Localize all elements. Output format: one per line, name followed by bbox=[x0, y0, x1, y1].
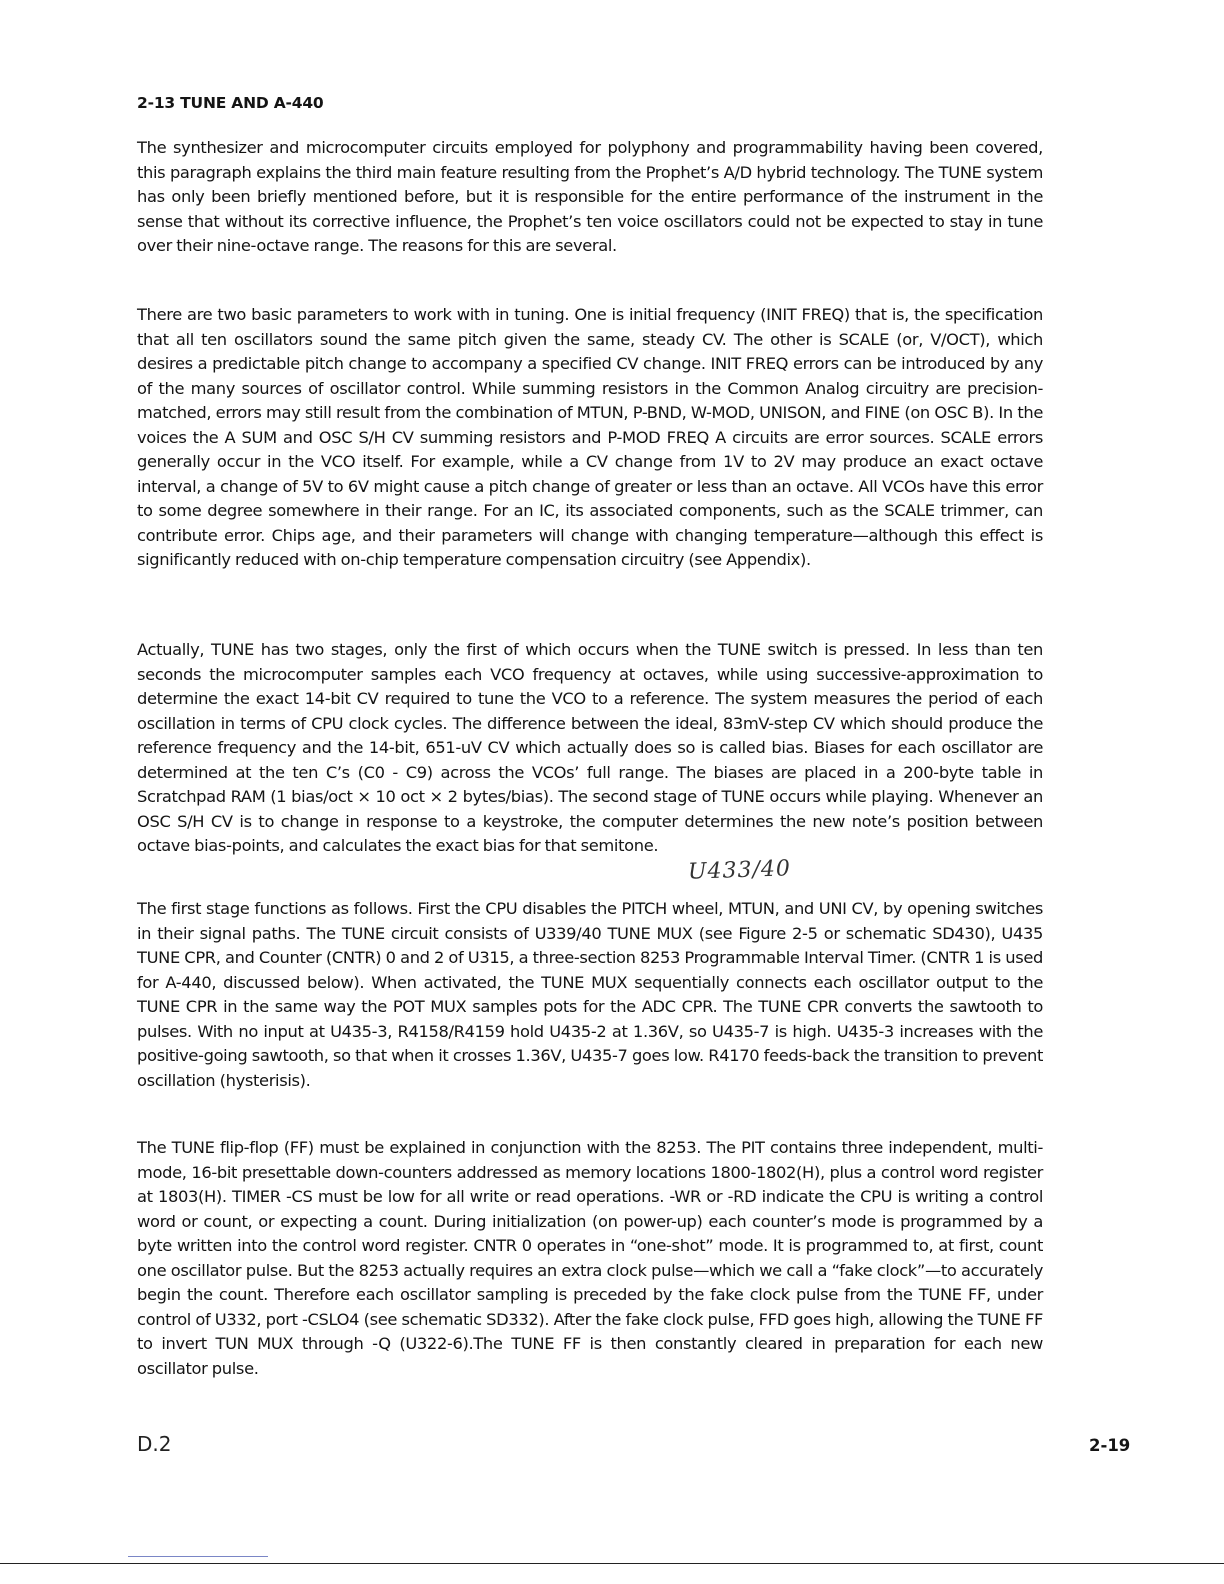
section-heading: 2-13 TUNE AND A-440 bbox=[137, 94, 324, 112]
scan-artifact-line bbox=[128, 1556, 268, 1557]
paragraph-5: The TUNE flip-flop (FF) must be explained in conjunction with the 8253. The PIT contains three independent, multi-mode, 16-bit presettable down-counters addressed as memory locations 1800-1802(H), plus a control word register at 1803(H). TIMER -CS must be low for all write or read operations. -WR or -RD indicate the CPU is writing a control word or count, or expecting a count. During initialization (on power-up) each counter’s mode is programmed by a byte written into the control word register. CNTR 0 operates in “one-shot” mode. It is programmed to, at first, count one oscillator pulse. But the 8253 actually requires an extra clock pulse—which we call a “fake clock”—to accurately begin the count. Therefore each oscillator sampling is preceded by the fake clock pulse from the TUNE FF, under control of U332, port -CSLO4 (see schematic SD332). After the fake clock pulse, FFD goes high, allowing the TUNE FF to invert TUN MUX through -Q (U322-6).The TUNE FF is then constantly cleared in preparation for each new oscillator pulse. bbox=[137, 1138, 1043, 1378]
paragraph-2: There are two basic parameters to work with in tuning. One is initial frequency (INIT FREQ) that is, the specification that all ten oscillators sound the same pitch given the same, steady CV. The other is SCALE (or, V/OCT), which desires a predictable pitch change to accompany a specified CV change. INIT FREQ errors can be introduced by any of the many sources of oscillator control. While summing resistors in the Common Analog circuitry are precision-matched, errors may still result from the combination of MTUN, P-BND, W-MOD, UNISON, and FINE (on OSC B). In the voices the A SUM and OSC S/H CV summing resistors and P-MOD FREQ A circuits are error sources. SCALE errors generally occur in the VCO itself. For example, while a CV change from 1V to 2V may produce an exact octave interval, a change of 5V to 6V might cause a pitch change of greater or less than an octave. All VCOs have this error to some degree somewhere in their range. For an IC, its associated components, such as the SCALE trimmer, can contribute error. Chips age, and their parameters will change with changing temperature—although this effect is significantly reduced with on-chip temperature compensation circuitry (see Appendix). bbox=[137, 305, 1043, 569]
handwritten-note: U433/40 bbox=[687, 856, 792, 885]
paragraph-3: Actually, TUNE has two stages, only the first of which occurs when the TUNE switch is pressed. In less than ten seconds the microcomputer samples each VCO frequency at octaves, while using successive-approximation to determine the exact 14-bit CV required to tune the VCO to a reference. The system measures the period of each oscillation in terms of CPU clock cycles. The difference between the ideal, 83mV-step CV which should produce the reference frequency and the 14-bit, 651-uV CV which actually does so is called bias. Biases for each oscillator are determined at the ten C’s (C0 - C9) across the VCOs’ full range. The biases are placed in a 200-byte table in Scratchpad RAM (1 bias/oct × 10 oct × 2 bytes/bias). The second stage of TUNE occurs while playing. Whenever an OSC S/H CV is to change in response to a keystroke, the computer determines the new note’s position between octave bias-points, and calculates the exact bias for that semitone. bbox=[137, 640, 1043, 855]
page-number: 2-19 bbox=[1089, 1436, 1131, 1455]
bottom-rule bbox=[0, 1563, 1224, 1564]
footer-left-label: D.2 bbox=[137, 1432, 172, 1456]
paragraph-1: The synthesizer and microcomputer circuits employed for polyphony and programmability having been covered, this paragraph explains the third main feature resulting from the Prophet’s A/D hybrid technology. The TUNE system has only been briefly mentioned before, but it is responsible for the entire performance of the instrument in the sense that without its corrective influence, the Prophet’s ten voice oscillators could not be expected to stay in tune over their nine-octave range. The reasons for this are several. bbox=[137, 138, 1043, 255]
paragraph-4: The first stage functions as follows. First the CPU disables the PITCH wheel, MTUN, and UNI CV, by opening switches in their signal paths. The TUNE circuit consists of U339/40 TUNE MUX (see Figure 2-5 or schematic SD430), U435 TUNE CPR, and Counter (CNTR) 0 and 2 of U315, a three-section 8253 Programmable Interval Timer. (CNTR 1 is used for A-440, discussed below). When activated, the TUNE MUX sequentially connects each oscillator output to the TUNE CPR in the same way the POT MUX samples pots for the ADC CPR. The TUNE CPR converts the sawtooth to pulses. With no input at U435-3, R4158/R4159 hold U435-2 at 1.36V, so U435-7 is high. U435-3 increases with the positive-going sawtooth, so that when it crosses 1.36V, U435-7 goes low. R4170 feeds-back the transition to prevent oscillation (hysterisis). bbox=[137, 899, 1043, 1090]
